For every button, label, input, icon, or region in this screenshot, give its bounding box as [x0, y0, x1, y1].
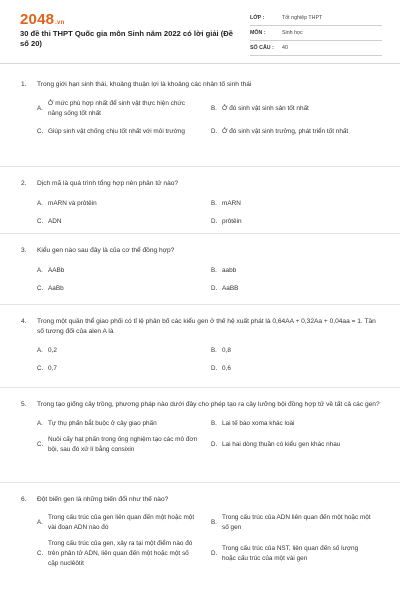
options: [37, 346, 400, 374]
option-text: Trong cấu trúc của gen liên quan đến một hoặc một vài đoạn ADN nào đó: [48, 514, 195, 531]
option-d[interactable]: [211, 364, 385, 374]
option-text: Ở đó sinh vật sinh sản tốt nhất: [222, 105, 309, 112]
option-c[interactable]: [37, 539, 211, 569]
option-text: Trong cấu trúc của gen, xảy ra tại một điểm nào đó trên phân tử ADN, liên quan đến một hoặc một số cặp nuclêôtit: [48, 540, 193, 567]
option-c[interactable]: [37, 284, 211, 294]
option-letter: C.: [37, 128, 44, 135]
option-letter: B.: [211, 267, 217, 274]
option-letter: C.: [37, 218, 44, 225]
option-letter: A.: [37, 105, 43, 112]
document-title: 30 đề thi THPT Quốc gia môn Sinh năm 2022 có lời giải (Đề số 20): [20, 29, 234, 48]
option-text: 0,6: [222, 365, 231, 372]
option-text: 0,2: [48, 347, 57, 354]
meta-row-question-count: [250, 41, 382, 56]
question-header: [0, 317, 400, 337]
question-list: [0, 80, 400, 595]
meta-key: MÔN :: [250, 30, 266, 36]
option-text: Giúp sinh vật chống chịu tốt nhất với môi trường: [48, 128, 185, 135]
logo-main: 2048: [20, 11, 55, 28]
option-d[interactable]: [211, 539, 385, 569]
question-number: 1.: [21, 81, 27, 88]
option-letter: C.: [37, 550, 44, 557]
question-5: [0, 388, 400, 482]
option-a[interactable]: [37, 99, 211, 119]
option-d[interactable]: [211, 127, 385, 137]
option-c[interactable]: [37, 435, 211, 455]
option-letter: B.: [211, 519, 217, 526]
options: [37, 199, 400, 227]
meta-key: LỚP :: [250, 15, 265, 21]
question-number: 6.: [21, 496, 27, 503]
option-text: Ở đó sinh vật sinh trưởng, phát triển tốt nhất: [222, 128, 349, 135]
option-b[interactable]: [211, 266, 385, 276]
meta-value: 40: [282, 45, 288, 51]
meta-value: Tốt nghiệp THPT: [282, 15, 323, 21]
option-letter: A.: [37, 519, 43, 526]
logo-suffix: .vn: [55, 20, 65, 26]
site-logo[interactable]: [20, 11, 64, 28]
option-text: Ở mức phù hợp nhất để sinh vật thực hiện chức năng sống tốt nhất: [48, 100, 185, 117]
option-text: Tự thụ phấn bắt buộc ở cây giao phấn: [48, 420, 157, 427]
option-b[interactable]: [211, 346, 385, 356]
option-letter: D.: [211, 128, 218, 135]
question-header: [0, 495, 400, 505]
option-letter: A.: [37, 267, 43, 274]
option-text: Trong cấu trúc của ADN liên quan đến một hoặc một số gen: [222, 514, 371, 531]
question-header: [0, 80, 400, 90]
header: [0, 0, 400, 62]
question-2: [0, 167, 400, 233]
question-header: [0, 179, 400, 189]
options: [37, 266, 400, 294]
option-d[interactable]: [211, 284, 385, 294]
question-text: Kiểu gen nào sau đây là của cơ thể đồng hợp?: [37, 247, 175, 254]
meta-key: SỐ CÂU :: [250, 45, 274, 51]
option-b[interactable]: [211, 199, 385, 209]
option-letter: D.: [211, 441, 218, 448]
option-letter: A.: [37, 420, 43, 427]
option-letter: C.: [37, 285, 44, 292]
options: [37, 99, 400, 137]
option-b[interactable]: [211, 513, 385, 533]
option-text: 0,8: [222, 347, 231, 354]
option-letter: D.: [211, 285, 218, 292]
option-c[interactable]: [37, 127, 211, 137]
option-b[interactable]: [211, 99, 385, 119]
question-text: Trong một quần thể giao phối có tỉ lệ phân bố các kiểu gen ở thế hệ xuất phát là 0,64AA + 0,32Aa + 0,04aa = 1. Tần số tương đối của alen A là: [37, 318, 376, 335]
question-text: Dịch mã là quá trình tổng hợp nên phân tử nào?: [37, 180, 179, 187]
question-text: Đột biến gen là những biến đổi như thế nào?: [37, 496, 169, 503]
options: [37, 419, 400, 455]
header-divider: [0, 63, 400, 64]
option-c[interactable]: [37, 217, 211, 227]
question-6: [0, 483, 400, 595]
option-text: Lai hai dòng thuần có kiểu gen khác nhau: [222, 441, 341, 448]
option-letter: B.: [211, 105, 217, 112]
option-d[interactable]: [211, 435, 385, 455]
option-letter: C.: [37, 441, 44, 448]
option-a[interactable]: [37, 266, 211, 276]
question-4: [0, 305, 400, 387]
option-text: Lai tế bào xoma khác loài: [222, 420, 295, 427]
question-number: 3.: [21, 247, 27, 254]
option-letter: D.: [211, 365, 218, 372]
option-letter: C.: [37, 365, 44, 372]
options: [37, 513, 400, 569]
question-text: Trong tạo giống cây trồng, phương pháp nào dưới đây cho phép tạo ra cây lưỡng bội đồng hợp tử về tất cả các gen?: [37, 401, 380, 408]
meta-row-class: [250, 11, 382, 26]
question-1: [0, 80, 400, 166]
option-letter: A.: [37, 347, 43, 354]
question-number: 5.: [21, 401, 27, 408]
option-text: Trong cấu trúc của NST, liên quan đến số lượng hoặc cấu trúc của một vài gen: [222, 545, 359, 562]
option-text: aabb: [222, 267, 237, 274]
meta-row-subject: [250, 26, 382, 41]
option-text: prôtêin: [222, 218, 242, 225]
option-a[interactable]: [37, 199, 211, 209]
option-letter: D.: [211, 218, 218, 225]
option-text: Nuôi cấy hạt phấn trong ống nghiệm tạo các mô đơn bội, sau đó xử lí bằng consixin: [48, 436, 198, 453]
option-text: AaBB: [222, 285, 239, 292]
question-header: [0, 246, 400, 256]
option-letter: D.: [211, 550, 218, 557]
option-a[interactable]: [37, 513, 211, 533]
question-3: [0, 234, 400, 304]
option-d[interactable]: [211, 217, 385, 227]
option-text: 0,7: [48, 365, 57, 372]
meta-value: Sinh học: [282, 30, 303, 36]
question-number: 2.: [21, 180, 27, 187]
question-number: 4.: [21, 318, 27, 325]
question-header: [0, 400, 400, 410]
option-text: AaBb: [48, 285, 64, 292]
option-b[interactable]: [211, 419, 385, 429]
option-letter: B.: [211, 347, 217, 354]
option-text: AABb: [48, 267, 65, 274]
option-text: mARN: [222, 200, 241, 207]
option-c[interactable]: [37, 364, 211, 374]
option-letter: A.: [37, 200, 43, 207]
meta-table: [250, 11, 382, 56]
option-letter: B.: [211, 420, 217, 427]
option-letter: B.: [211, 200, 217, 207]
question-text: Trong giới hạn sinh thái, khoảng thuận lợi là khoảng các nhân tố sinh thái: [37, 81, 252, 88]
option-a[interactable]: [37, 419, 211, 429]
option-text: mARN và prôtêin: [48, 200, 97, 207]
option-text: ADN: [48, 218, 62, 225]
option-a[interactable]: [37, 346, 211, 356]
